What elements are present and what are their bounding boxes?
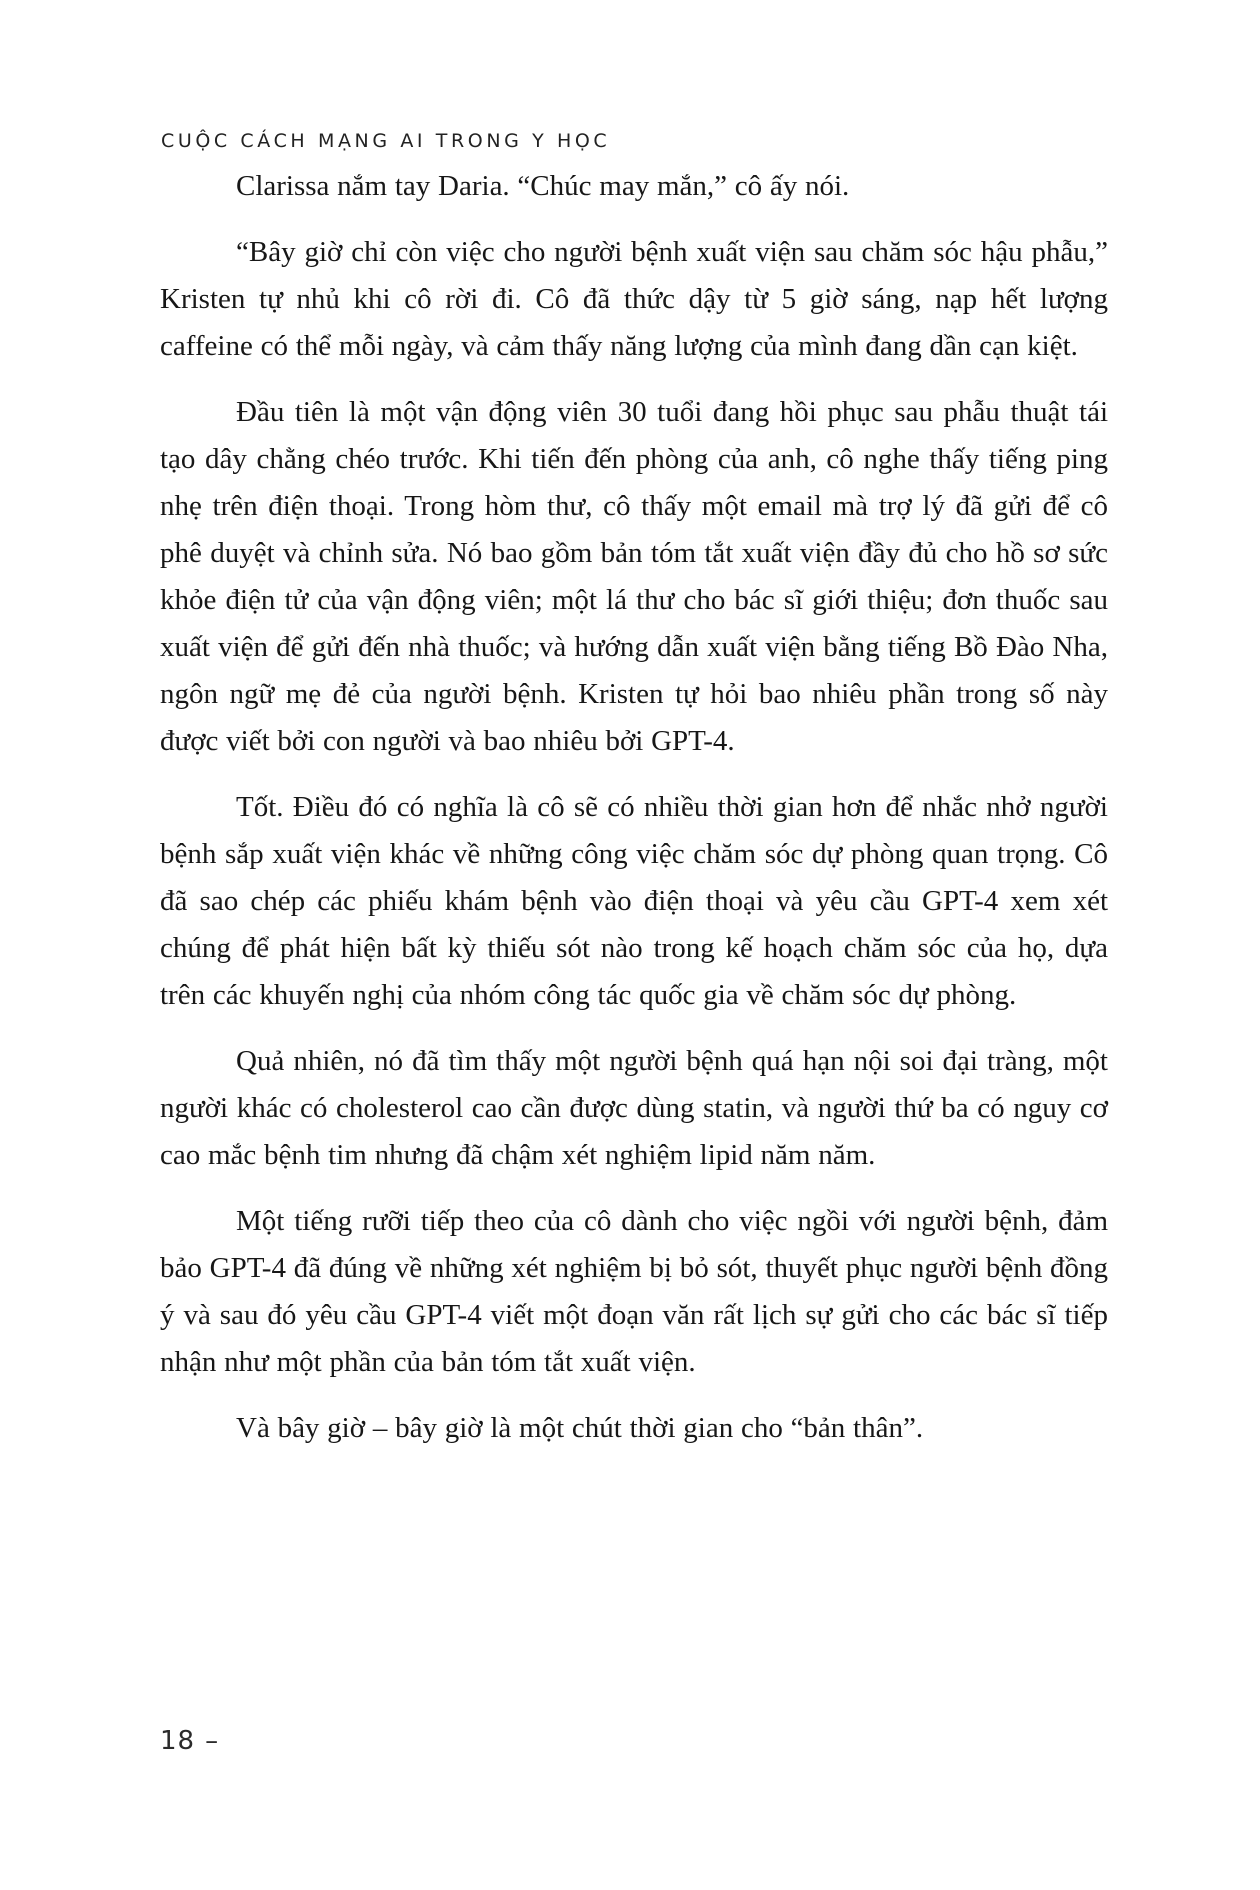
paragraph-7: Và bây giờ – bây giờ là một chút thời gian cho “bản thân”. <box>236 1412 924 1444</box>
page-footer <box>160 1726 219 1756</box>
paragraph-3: Đầu tiên là một vận động viên 30 tuổi đang hồi phục sau phẫu thuật tái tạo dây chằng chéo trước. Khi tiến đến phòng của anh, cô nghe thấy tiếng ping nhẹ trên điện thoại. Trong hòm thư, cô thấy một email mà trợ lý đã gửi để cô phê duyệt và chỉnh sửa. Nó bao gồm bản tóm tắt xuất viện đầy đủ cho hồ sơ sức khỏe điện tử của vận động viên; một lá thư cho bác sĩ giới thiệu; đơn thuốc sau xuất viện để gửi đến nhà thuốc; và hướng dẫn xuất viện bằng tiếng Bồ Đào Nha, ngôn ngữ mẹ đẻ của người bệnh. Kristen tự hỏi bao nhiêu phần trong số này được viết bởi con người và bao nhiêu bởi GPT-4. <box>160 396 1108 757</box>
paragraph-2: “Bây giờ chỉ còn việc cho người bệnh xuất viện sau chăm sóc hậu phẫu,” Kristen tự nhủ khi cô rời đi. Cô đã thức dậy từ 5 giờ sáng, nạp hết lượng caffeine có thể mỗi ngày, và cảm thấy năng lượng của mình đang dần cạn kiệt. <box>160 236 1108 362</box>
paragraph-6: Một tiếng rưỡi tiếp theo của cô dành cho việc ngồi với người bệnh, đảm bảo GPT-4 đã đúng về những xét nghiệm bị bỏ sót, thuyết phục người bệnh đồng ý và sau đó yêu cầu GPT-4 viết một đoạn văn rất lịch sự gửi cho các bác sĩ tiếp nhận như một phần của bản tóm tắt xuất viện. <box>160 1205 1108 1378</box>
running-header-title: CUỘC CÁCH MẠNG AI TRONG Y HỌC <box>161 130 611 152</box>
page-number: 18 <box>160 1726 196 1756</box>
page-number-dash: – <box>205 1726 220 1756</box>
paragraph-5: Quả nhiên, nó đã tìm thấy một người bệnh quá hạn nội soi đại tràng, một người khác có cholesterol cao cần được dùng statin, và người thứ ba có nguy cơ cao mắc bệnh tim nhưng đã chậm xét nghiệm lipid năm năm. <box>160 1045 1108 1171</box>
page-body <box>160 163 1108 1471</box>
paragraph-1: Clarissa nắm tay Daria. “Chúc may mắn,” cô ấy nói. <box>236 170 850 202</box>
paragraph-4: Tốt. Điều đó có nghĩa là cô sẽ có nhiều thời gian hơn để nhắc nhở người bệnh sắp xuất viện khác về những công việc chăm sóc dự phòng quan trọng. Cô đã sao chép các phiếu khám bệnh vào điện thoại và yêu cầu GPT-4 xem xét chúng để phát hiện bất kỳ thiếu sót nào trong kế hoạch chăm sóc của họ, dựa trên các khuyến nghị của nhóm công tác quốc gia về chăm sóc dự phòng. <box>160 791 1108 1011</box>
